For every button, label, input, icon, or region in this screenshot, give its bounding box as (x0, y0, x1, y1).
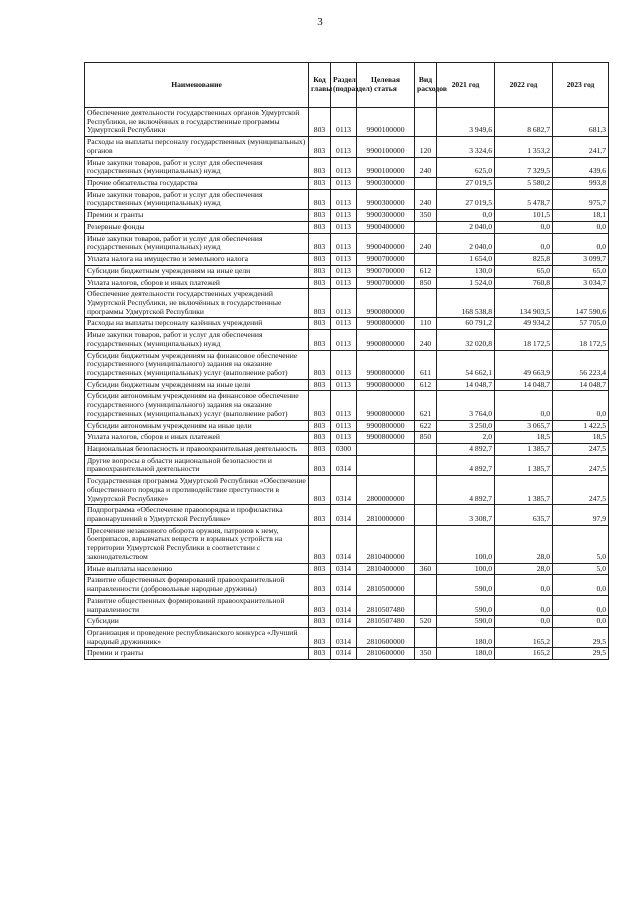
cell-razdel: 0113 (331, 391, 357, 420)
cell-2021: 60 791,2 (437, 318, 495, 330)
cell-name: Национальная безопасность и правоохранительная деятельность (85, 444, 309, 456)
cell-name: Прочие обязательства государства (85, 178, 309, 190)
cell-name: Расходы на выплаты персоналу казённых учреждений (85, 318, 309, 330)
cell-vid: 240 (415, 157, 437, 177)
cell-name: Премии и гранты (85, 648, 309, 660)
cell-name: Развитие общественных формирований правоохранительной направленности (добровольные народные дружины) (85, 575, 309, 595)
cell-2023: 3 099,7 (553, 254, 609, 266)
table-row (85, 265, 609, 277)
table-row (85, 189, 609, 209)
cell-2021: 2 040,0 (437, 221, 495, 233)
cell-statya: 2810507480 (357, 595, 415, 615)
cell-glava: 803 (309, 391, 331, 420)
cell-2023: 1 422,5 (553, 420, 609, 432)
cell-2021: 1 524,0 (437, 277, 495, 289)
cell-statya: 9900700000 (357, 254, 415, 266)
cell-razdel: 0113 (331, 189, 357, 209)
cell-vid (415, 505, 437, 525)
cell-vid (415, 595, 437, 615)
cell-2021: 590,0 (437, 616, 495, 628)
cell-2023: 241,7 (553, 137, 609, 157)
cell-2022: 18,5 (495, 432, 553, 444)
cell-2022: 0,0 (495, 595, 553, 615)
cell-2022: 0,0 (495, 221, 553, 233)
cell-2023: 5,0 (553, 563, 609, 575)
cell-name: Обеспечение деятельности государственных органов Удмуртской Республики, не включённых в государственные программы Удмуртской Республики (85, 108, 309, 137)
cell-vid: 120 (415, 137, 437, 157)
cell-razdel: 0314 (331, 575, 357, 595)
cell-vid (415, 444, 437, 456)
cell-statya: 9900400000 (357, 233, 415, 253)
cell-vid: 350 (415, 648, 437, 660)
cell-glava: 803 (309, 648, 331, 660)
cell-vid (415, 221, 437, 233)
cell-statya: 2810400000 (357, 525, 415, 563)
cell-2023: 57 705,0 (553, 318, 609, 330)
cell-razdel: 0113 (331, 318, 357, 330)
cell-glava: 803 (309, 330, 331, 350)
cell-razdel: 0314 (331, 505, 357, 525)
table-row (85, 595, 609, 615)
cell-name: Иные закупки товаров, работ и услуг для обеспечения государственных (муниципальных) нужд (85, 189, 309, 209)
cell-name: Уплата налогов, сборов и иных платежей (85, 432, 309, 444)
cell-2021: 3 250,0 (437, 420, 495, 432)
cell-statya: 2810500000 (357, 575, 415, 595)
cell-2022: 1 385,7 (495, 476, 553, 505)
cell-2022: 635,7 (495, 505, 553, 525)
cell-2023: 5,0 (553, 525, 609, 563)
cell-razdel: 0113 (331, 233, 357, 253)
cell-vid: 520 (415, 616, 437, 628)
cell-vid (415, 289, 437, 318)
cell-statya: 2810400000 (357, 563, 415, 575)
cell-2021: 4 892,7 (437, 455, 495, 475)
cell-2023: 18,1 (553, 210, 609, 222)
cell-statya: 9900800000 (357, 379, 415, 391)
cell-2021: 4 892,7 (437, 444, 495, 456)
cell-2023: 975,7 (553, 189, 609, 209)
cell-2023: 0,0 (553, 595, 609, 615)
cell-vid: 611 (415, 350, 437, 379)
cell-2023: 681,3 (553, 108, 609, 137)
cell-glava: 803 (309, 277, 331, 289)
cell-statya: 2810600000 (357, 648, 415, 660)
cell-statya: 2810600000 (357, 627, 415, 647)
cell-2021: 2,0 (437, 432, 495, 444)
cell-2023: 0,0 (553, 616, 609, 628)
cell-statya: 2810000000 (357, 505, 415, 525)
cell-2023: 0,0 (553, 575, 609, 595)
cell-glava: 803 (309, 444, 331, 456)
cell-statya: 9900800000 (357, 330, 415, 350)
cell-2021: 3 324,6 (437, 137, 495, 157)
cell-vid (415, 455, 437, 475)
cell-statya: 9900800000 (357, 318, 415, 330)
cell-statya (357, 444, 415, 456)
col-header-vid: Вид расходов (415, 63, 437, 108)
cell-2021: 3 764,0 (437, 391, 495, 420)
cell-razdel: 0314 (331, 563, 357, 575)
cell-vid (415, 108, 437, 137)
cell-glava: 803 (309, 108, 331, 137)
cell-2023: 29,5 (553, 627, 609, 647)
cell-2021: 14 048,7 (437, 379, 495, 391)
cell-2023: 3 034,7 (553, 277, 609, 289)
cell-2023: 29,5 (553, 648, 609, 660)
cell-2022: 49 663,9 (495, 350, 553, 379)
cell-name: Иные выплаты населению (85, 563, 309, 575)
cell-razdel: 0113 (331, 254, 357, 266)
cell-2023: 0,0 (553, 221, 609, 233)
page-number: 3 (317, 16, 323, 28)
table-row (85, 476, 609, 505)
cell-2022: 0,0 (495, 575, 553, 595)
cell-vid (415, 476, 437, 505)
cell-name: Премии и гранты (85, 210, 309, 222)
cell-glava: 803 (309, 189, 331, 209)
cell-razdel: 0113 (331, 432, 357, 444)
cell-vid: 612 (415, 265, 437, 277)
cell-2022: 28,0 (495, 563, 553, 575)
table-row (85, 277, 609, 289)
cell-2022: 3 065,7 (495, 420, 553, 432)
cell-glava: 803 (309, 289, 331, 318)
cell-2023: 0,0 (553, 391, 609, 420)
cell-razdel: 0314 (331, 525, 357, 563)
cell-vid: 850 (415, 277, 437, 289)
cell-statya: 9900800000 (357, 420, 415, 432)
cell-2023: 247,5 (553, 444, 609, 456)
cell-2023: 0,0 (553, 233, 609, 253)
cell-vid: 850 (415, 432, 437, 444)
cell-statya: 9900800000 (357, 391, 415, 420)
cell-2021: 168 538,8 (437, 289, 495, 318)
cell-glava: 803 (309, 233, 331, 253)
cell-2022: 0,0 (495, 233, 553, 253)
cell-glava: 803 (309, 476, 331, 505)
cell-razdel: 0113 (331, 289, 357, 318)
table-row (85, 575, 609, 595)
cell-razdel: 0113 (331, 330, 357, 350)
cell-name: Субсидии бюджетным учреждениям на финансовое обеспечение государственного (муниципального) задания на оказание государственных (муниципальных) услуг (выполнение работ) (85, 350, 309, 379)
cell-name: Резервные фонды (85, 221, 309, 233)
cell-2023: 247,5 (553, 476, 609, 505)
cell-razdel: 0113 (331, 178, 357, 190)
cell-2022: 825,8 (495, 254, 553, 266)
cell-2021: 100,0 (437, 525, 495, 563)
cell-vid: 350 (415, 210, 437, 222)
cell-2022: 65,0 (495, 265, 553, 277)
table-row (85, 505, 609, 525)
col-header-name: Наименование (85, 63, 309, 108)
cell-glava: 803 (309, 420, 331, 432)
cell-statya: 9900100000 (357, 137, 415, 157)
cell-razdel: 0314 (331, 455, 357, 475)
cell-razdel: 0314 (331, 648, 357, 660)
cell-glava: 803 (309, 455, 331, 475)
cell-name: Иные закупки товаров, работ и услуг для обеспечения государственных (муниципальных) нужд (85, 157, 309, 177)
cell-2021: 590,0 (437, 575, 495, 595)
cell-vid: 110 (415, 318, 437, 330)
cell-2021: 0,0 (437, 210, 495, 222)
cell-2021: 3 308,7 (437, 505, 495, 525)
table-header-row (85, 63, 609, 108)
table-row (85, 157, 609, 177)
cell-razdel: 0113 (331, 379, 357, 391)
col-header-2022: 2022 год (495, 63, 553, 108)
cell-vid: 240 (415, 189, 437, 209)
budget-table (84, 62, 609, 660)
table-row (85, 444, 609, 456)
table-row (85, 379, 609, 391)
cell-glava: 803 (309, 505, 331, 525)
cell-name: Обеспечение деятельности государственных учреждений Удмуртской Республики, не включённых в государственные программы Удмуртской Республики (85, 289, 309, 318)
cell-glava: 803 (309, 575, 331, 595)
cell-glava: 803 (309, 318, 331, 330)
cell-statya: 2800000000 (357, 476, 415, 505)
cell-name: Субсидии бюджетным учреждениям на иные цели (85, 379, 309, 391)
cell-vid: 240 (415, 233, 437, 253)
cell-name: Иные закупки товаров, работ и услуг для обеспечения государственных (муниципальных) нужд (85, 330, 309, 350)
cell-2023: 65,0 (553, 265, 609, 277)
table-row (85, 330, 609, 350)
cell-2023: 97,9 (553, 505, 609, 525)
cell-glava: 803 (309, 178, 331, 190)
cell-razdel: 0113 (331, 210, 357, 222)
cell-glava: 803 (309, 563, 331, 575)
table-row (85, 432, 609, 444)
cell-razdel: 0314 (331, 595, 357, 615)
cell-statya: 9900700000 (357, 277, 415, 289)
cell-name: Уплата налога на имущество и земельного налога (85, 254, 309, 266)
cell-vid: 240 (415, 330, 437, 350)
cell-2022: 0,0 (495, 616, 553, 628)
cell-2022: 7 329,5 (495, 157, 553, 177)
cell-name: Организация и проведение республиканского конкурса «Лучший народный дружинник» (85, 627, 309, 647)
table-row (85, 289, 609, 318)
cell-statya: 9900100000 (357, 157, 415, 177)
cell-glava: 803 (309, 627, 331, 647)
cell-razdel: 0314 (331, 476, 357, 505)
cell-glava: 803 (309, 432, 331, 444)
cell-2021: 27 019,5 (437, 189, 495, 209)
table-row (85, 318, 609, 330)
cell-name: Государственная программа Удмуртской Республики «Обеспечение общественного порядка и противодействие преступности в Удмуртской Республике» (85, 476, 309, 505)
cell-glava: 803 (309, 157, 331, 177)
cell-2021: 100,0 (437, 563, 495, 575)
cell-statya: 9900800000 (357, 289, 415, 318)
table-row (85, 525, 609, 563)
cell-2023: 147 590,6 (553, 289, 609, 318)
cell-statya (357, 455, 415, 475)
table-row (85, 137, 609, 157)
cell-glava: 803 (309, 210, 331, 222)
cell-razdel: 0113 (331, 420, 357, 432)
table-row (85, 108, 609, 137)
cell-name: Подпрограмма «Обеспечение правопорядка и профилактика правонарушений в Удмуртской Республике» (85, 505, 309, 525)
cell-statya: 9900800000 (357, 350, 415, 379)
cell-2021: 130,0 (437, 265, 495, 277)
cell-2023: 18,5 (553, 432, 609, 444)
cell-2021: 32 020,8 (437, 330, 495, 350)
col-header-2023: 2023 год (553, 63, 609, 108)
cell-glava: 803 (309, 254, 331, 266)
cell-statya: 9900300000 (357, 210, 415, 222)
cell-vid (415, 525, 437, 563)
cell-razdel: 0113 (331, 108, 357, 137)
cell-statya: 2810507480 (357, 616, 415, 628)
cell-2022: 165,2 (495, 648, 553, 660)
cell-razdel: 0113 (331, 265, 357, 277)
cell-2023: 14 048,7 (553, 379, 609, 391)
cell-razdel: 0113 (331, 221, 357, 233)
cell-2021: 27 019,5 (437, 178, 495, 190)
cell-vid: 360 (415, 563, 437, 575)
table-row (85, 233, 609, 253)
cell-vid (415, 178, 437, 190)
table-row (85, 254, 609, 266)
cell-2022: 49 934,2 (495, 318, 553, 330)
cell-2022: 1 385,7 (495, 444, 553, 456)
cell-razdel: 0113 (331, 137, 357, 157)
cell-2021: 2 040,0 (437, 233, 495, 253)
cell-glava: 803 (309, 265, 331, 277)
cell-statya: 9900800000 (357, 432, 415, 444)
cell-2022: 8 682,7 (495, 108, 553, 137)
cell-2021: 180,0 (437, 627, 495, 647)
cell-name: Субсидии (85, 616, 309, 628)
cell-vid: 621 (415, 391, 437, 420)
table-row (85, 648, 609, 660)
table-row (85, 178, 609, 190)
cell-2021: 1 654,0 (437, 254, 495, 266)
cell-glava: 803 (309, 350, 331, 379)
col-header-statya: Целевая статья (357, 63, 415, 108)
cell-name: Субсидии автономным учреждениям на финансовое обеспечение государственного (муниципального) задания на оказание государственных (муниципальных) услуг (выполнение работ) (85, 391, 309, 420)
cell-razdel: 0314 (331, 627, 357, 647)
cell-statya: 9900700000 (357, 265, 415, 277)
cell-vid (415, 575, 437, 595)
cell-vid: 612 (415, 379, 437, 391)
cell-2023: 993,8 (553, 178, 609, 190)
col-header-2021: 2021 год (437, 63, 495, 108)
cell-razdel: 0300 (331, 444, 357, 456)
cell-2022: 5 478,7 (495, 189, 553, 209)
table-row (85, 391, 609, 420)
cell-razdel: 0113 (331, 157, 357, 177)
cell-vid: 622 (415, 420, 437, 432)
cell-name: Развитие общественных формирований правоохранительной направленности (85, 595, 309, 615)
cell-glava: 803 (309, 137, 331, 157)
table-row (85, 455, 609, 475)
cell-2022: 1 353,2 (495, 137, 553, 157)
cell-2022: 760,8 (495, 277, 553, 289)
table-row (85, 616, 609, 628)
cell-glava: 803 (309, 525, 331, 563)
cell-2023: 56 223,4 (553, 350, 609, 379)
cell-name: Иные закупки товаров, работ и услуг для обеспечения государственных (муниципальных) нужд (85, 233, 309, 253)
col-header-razdel: Раздел (подраздел) (331, 63, 357, 108)
cell-2021: 590,0 (437, 595, 495, 615)
cell-name: Субсидии автономным учреждениям на иные цели (85, 420, 309, 432)
cell-name: Пресечение незаконного оборота оружия, патронов к нему, боеприпасов, взрывчатых веществ и взрывных устройств на территории Удмуртской Республики в соответствии с законодательством (85, 525, 309, 563)
cell-name: Уплата налогов, сборов и иных платежей (85, 277, 309, 289)
table-row (85, 420, 609, 432)
cell-razdel: 0314 (331, 616, 357, 628)
cell-2022: 101,5 (495, 210, 553, 222)
cell-vid (415, 627, 437, 647)
cell-glava: 803 (309, 595, 331, 615)
cell-2022: 18 172,5 (495, 330, 553, 350)
table-row (85, 627, 609, 647)
cell-statya: 9900300000 (357, 189, 415, 209)
cell-2021: 3 949,6 (437, 108, 495, 137)
cell-2022: 165,2 (495, 627, 553, 647)
cell-2021: 180,0 (437, 648, 495, 660)
cell-glava: 803 (309, 379, 331, 391)
cell-2022: 5 580,2 (495, 178, 553, 190)
cell-statya: 9900100000 (357, 108, 415, 137)
cell-2022: 1 385,7 (495, 455, 553, 475)
cell-razdel: 0113 (331, 350, 357, 379)
table-row (85, 350, 609, 379)
col-header-glava: Код главы (309, 63, 331, 108)
cell-2023: 247,5 (553, 455, 609, 475)
cell-glava: 803 (309, 616, 331, 628)
cell-name: Другие вопросы в области национальной безопасности и правоохранительной деятельности (85, 455, 309, 475)
cell-2022: 14 048,7 (495, 379, 553, 391)
cell-2022: 0,0 (495, 391, 553, 420)
cell-razdel: 0113 (331, 277, 357, 289)
cell-2021: 54 662,1 (437, 350, 495, 379)
table-body (85, 108, 609, 660)
table-row (85, 563, 609, 575)
cell-2023: 18 172,5 (553, 330, 609, 350)
cell-2021: 4 892,7 (437, 476, 495, 505)
table-row (85, 210, 609, 222)
cell-2022: 134 903,5 (495, 289, 553, 318)
cell-2021: 625,0 (437, 157, 495, 177)
table-row (85, 221, 609, 233)
cell-2023: 439,6 (553, 157, 609, 177)
cell-statya: 9900300000 (357, 178, 415, 190)
cell-name: Субсидии бюджетным учреждениям на иные цели (85, 265, 309, 277)
cell-2022: 28,0 (495, 525, 553, 563)
cell-glava: 803 (309, 221, 331, 233)
cell-statya: 9900400000 (357, 221, 415, 233)
cell-name: Расходы на выплаты персоналу государственных (муниципальных) органов (85, 137, 309, 157)
cell-vid (415, 254, 437, 266)
